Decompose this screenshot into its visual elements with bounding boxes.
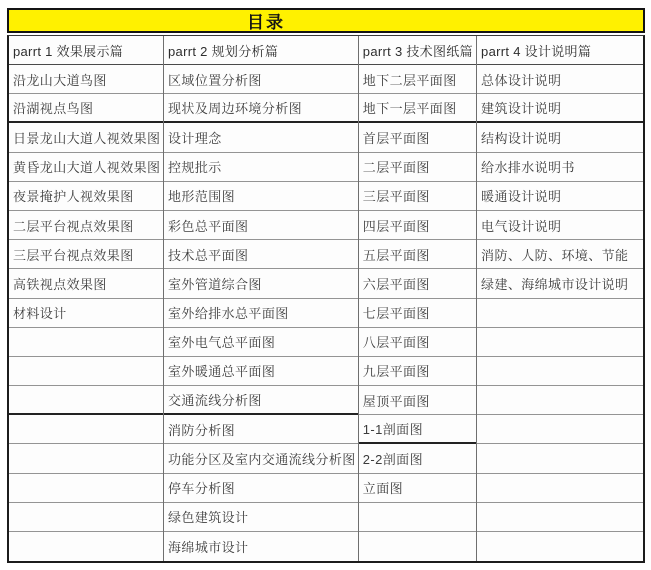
table-cell (9, 357, 163, 386)
table-cell (9, 415, 163, 444)
table-cell (9, 444, 163, 473)
table-cell: 消防、人防、环境、节能 (477, 240, 643, 269)
column-header: parrt 4 设计说明篇 (477, 36, 643, 65)
table-cell: 五层平面图 (359, 240, 476, 269)
table-cell: 交通流线分析图 (164, 386, 358, 415)
table-cell: 六层平面图 (359, 269, 476, 298)
table-cell: 地形范围图 (164, 182, 358, 211)
table-cell (477, 532, 643, 561)
table-cell (477, 328, 643, 357)
column-body (359, 65, 476, 561)
table-cell: 三层平台视点效果图 (9, 240, 163, 269)
table-cell: 设计理念 (164, 123, 358, 152)
table-cell: 1-1剖面图 (359, 415, 476, 444)
table-cell: 九层平面图 (359, 357, 476, 386)
table-cell: 三层平面图 (359, 182, 476, 211)
table-cell: 2-2剖面图 (359, 444, 476, 473)
column (359, 36, 477, 561)
table-cell (9, 386, 163, 415)
column-header: parrt 1 效果展示篇 (9, 36, 163, 65)
table-cell (359, 532, 476, 561)
table-cell (9, 474, 163, 503)
table-cell (477, 474, 643, 503)
toc-title-bar (7, 8, 645, 33)
toc-table (7, 8, 645, 563)
table-cell: 现状及周边环境分析图 (164, 94, 358, 123)
table-cell: 室外管道综合图 (164, 269, 358, 298)
table-cell: 二层平台视点效果图 (9, 211, 163, 240)
table-cell: 停车分析图 (164, 474, 358, 503)
table-cell: 立面图 (359, 474, 476, 503)
table-cell: 海绵城市设计 (168, 540, 249, 556)
table-cell (477, 503, 643, 532)
table-cell: 材料设计 (9, 299, 163, 328)
toc-grid (7, 35, 645, 563)
table-cell: 暖通设计说明 (477, 182, 643, 211)
table-cell: 高铁视点效果图 (9, 269, 163, 298)
table-cell: 二层平面图 (359, 153, 476, 182)
table-cell: 地下二层平面图 (359, 65, 476, 94)
table-cell: 结构设计说明 (477, 123, 643, 152)
table-cell (9, 503, 163, 532)
table-cell: 总体设计说明 (477, 65, 643, 94)
table-cell (477, 357, 643, 386)
table-cell: 室外给排水总平面图 (164, 299, 358, 328)
table-cell: 黄昏龙山大道人视效果图 (9, 153, 163, 182)
table-cell: 屋顶平面图 (359, 386, 476, 415)
table-cell: 绿建、海绵城市设计说明 (477, 269, 643, 298)
table-cell: 给水排水说明书 (477, 153, 643, 182)
table-cell (9, 328, 163, 357)
column-body (9, 65, 163, 561)
table-cell (9, 532, 163, 561)
table-cell: 七层平面图 (359, 299, 476, 328)
table-cell: 沿湖视点鸟图 (9, 94, 163, 123)
table-cell: 夜景掩护人视效果图 (9, 182, 163, 211)
table-cell: 首层平面图 (359, 123, 476, 152)
table-cell (477, 444, 643, 473)
table-cell: 区域位置分析图 (164, 65, 358, 94)
table-cell: 消防分析图 (164, 415, 358, 444)
toc-title: 目录 (247, 13, 285, 32)
column-body (164, 65, 358, 561)
table-cell: 室外暖通总平面图 (164, 357, 358, 386)
table-cell: 四层平面图 (359, 211, 476, 240)
table-cell: 绿色建筑设计 (164, 503, 358, 532)
table-cell: 功能分区及室内交通流线分析图 (164, 444, 358, 473)
table-cell (477, 415, 643, 444)
table-cell: 沿龙山大道鸟图 (9, 65, 163, 94)
table-cell: 技术总平面图 (164, 240, 358, 269)
table-cell (359, 503, 476, 532)
table-cell: 八层平面图 (359, 328, 476, 357)
table-cell: 室外电气总平面图 (164, 328, 358, 357)
table-cell: 日景龙山大道人视效果图 (9, 123, 163, 152)
column (164, 36, 359, 561)
table-cell: 建筑设计说明 (477, 94, 643, 123)
column-header: parrt 3 技术图纸篇 (359, 36, 476, 65)
column (9, 36, 164, 561)
table-cell: 控规批示 (164, 153, 358, 182)
table-cell (477, 299, 643, 328)
column (477, 36, 643, 561)
column-body (477, 65, 643, 561)
table-cell: 彩色总平面图 (164, 211, 358, 240)
table-cell: 地下一层平面图 (359, 94, 476, 123)
table-cell: 电气设计说明 (477, 211, 643, 240)
table-cell (477, 386, 643, 415)
column-header: parrt 2 规划分析篇 (164, 36, 358, 65)
